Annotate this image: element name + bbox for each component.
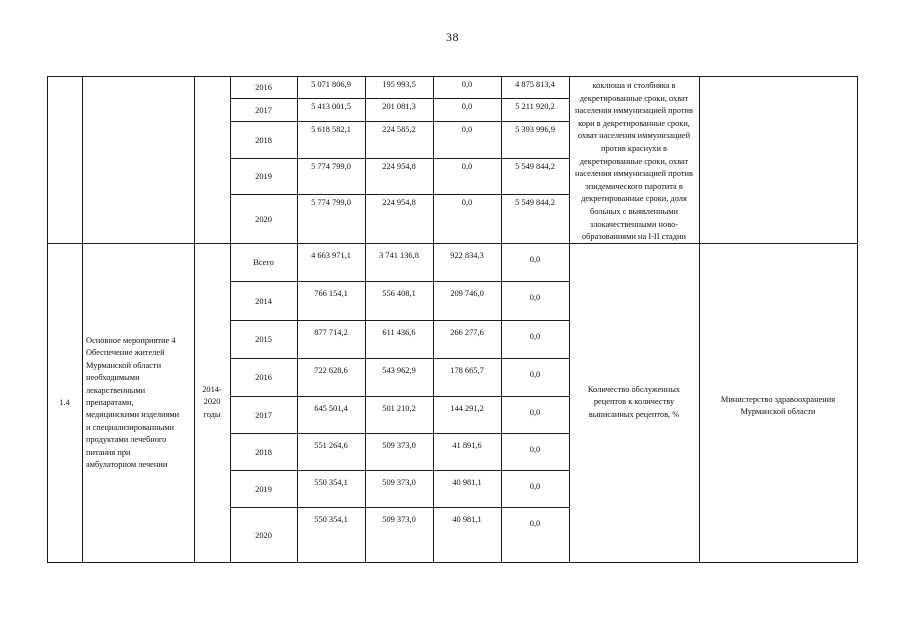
activity-name-line: Мурманской области bbox=[86, 360, 162, 370]
source3-cell: 0,0 bbox=[529, 255, 541, 264]
source3-cell: 5 549 844,2 bbox=[515, 198, 555, 207]
table-bottom-border bbox=[47, 562, 858, 563]
source1-cell: 509 373,0 bbox=[382, 441, 416, 450]
source3-cell: 5 393 996,9 bbox=[515, 125, 555, 134]
year-cell: 2017 bbox=[255, 105, 272, 115]
block1-row-line bbox=[230, 121, 569, 122]
total-cell: 5 071 806,9 bbox=[311, 80, 351, 89]
activity-name-line: и специализированными bbox=[86, 422, 175, 432]
indicator-line: больных с выявленными bbox=[589, 207, 679, 216]
source1-cell: 556 408,1 bbox=[382, 289, 416, 298]
source2-cell: 266 277,6 bbox=[450, 328, 484, 337]
year-cell: 2020 bbox=[255, 214, 272, 224]
source3-cell: 5 549 844,2 bbox=[515, 162, 555, 171]
indicator-line: кори в декретированные сроки, bbox=[578, 118, 690, 128]
source2-cell: 41 891,6 bbox=[452, 441, 482, 450]
total-cell: 766 154,1 bbox=[314, 289, 348, 298]
table-vline-0 bbox=[47, 76, 48, 563]
source2-cell: 209 746,0 bbox=[450, 289, 484, 298]
activity-name-line: питания при bbox=[86, 447, 131, 457]
source1-cell: 611 436,6 bbox=[382, 328, 416, 337]
year-cell: 2015 bbox=[255, 335, 272, 344]
source1-cell: 509 373,0 bbox=[382, 478, 416, 487]
total-cell: 722 628,6 bbox=[314, 366, 348, 375]
indicator-line: против краснухи в bbox=[600, 144, 667, 153]
block2-row-line bbox=[230, 281, 569, 282]
source3-cell: 5 211 920,2 bbox=[515, 102, 555, 111]
period-line: 2020 bbox=[203, 397, 221, 407]
source1-cell: 224 954,8 bbox=[382, 198, 416, 207]
source1-cell: 543 962,9 bbox=[382, 366, 416, 375]
year-cell: 2018 bbox=[255, 135, 272, 145]
block1-row-line bbox=[230, 158, 569, 159]
activity-name-line: препаратами, bbox=[86, 398, 134, 407]
source1-cell: 201 081,3 bbox=[382, 102, 416, 111]
source1-cell: 3 741 136,8 bbox=[379, 251, 419, 260]
indicator-line: декретированные сроки, доля bbox=[581, 194, 687, 204]
total-cell: 645 501,4 bbox=[314, 404, 348, 413]
block2-row-line bbox=[230, 433, 569, 434]
source3-cell: 0,0 bbox=[529, 370, 541, 379]
total-cell: 551 264,6 bbox=[314, 441, 348, 450]
year-cell: 2016 bbox=[255, 83, 272, 92]
table-vline-2 bbox=[194, 76, 195, 563]
total-cell: 550 354,1 bbox=[314, 515, 348, 524]
source3-cell: 0,0 bbox=[529, 293, 541, 302]
indicator-line: эпидемического паротита в bbox=[585, 181, 683, 191]
source3-cell: 0,0 bbox=[529, 332, 541, 341]
total-cell: 5 413 001,5 bbox=[311, 102, 351, 111]
block1-row-line bbox=[230, 194, 569, 195]
year-cell: 2019 bbox=[255, 172, 272, 181]
table-vline-1 bbox=[82, 76, 83, 563]
indicator-line: злокачественными ново- bbox=[589, 219, 679, 229]
source3-cell: 4 875 813,4 bbox=[515, 80, 555, 89]
year-cell: 2019 bbox=[255, 484, 272, 494]
indicator-line: населения иммунизацией против bbox=[575, 169, 693, 179]
source2-cell: 922 834,3 bbox=[450, 251, 484, 260]
indicator-line: декретированные сроки, охват bbox=[579, 93, 689, 103]
block1-row-line bbox=[230, 98, 569, 99]
source2-cell: 0,0 bbox=[461, 80, 473, 89]
indicator-line: рецептов к количеству bbox=[593, 397, 675, 407]
total-cell: 5 618 582,1 bbox=[311, 125, 351, 134]
activity-name-line: необходимыми bbox=[86, 373, 140, 383]
activity-name-line: Обеспечение жителей bbox=[86, 348, 165, 358]
source2-cell: 178 665,7 bbox=[450, 366, 484, 375]
block2-row-line bbox=[230, 507, 569, 508]
source3-cell: 0,0 bbox=[529, 482, 541, 491]
page-number: 38 bbox=[446, 30, 459, 44]
total-cell: 5 774 799,0 bbox=[311, 162, 351, 171]
total-cell: 4 663 971,1 bbox=[311, 251, 351, 260]
budget-table bbox=[47, 76, 857, 562]
source2-cell: 40 981,1 bbox=[452, 515, 482, 524]
source2-cell: 0,0 bbox=[461, 102, 473, 111]
block2-row-line bbox=[230, 470, 569, 471]
source3-cell: 0,0 bbox=[529, 445, 541, 454]
year-cell: 2020 bbox=[255, 530, 272, 540]
source1-cell: 509 373,0 bbox=[382, 515, 416, 524]
activity-name-line: амбулаторном лечении bbox=[86, 460, 168, 469]
year-cell: 2018 bbox=[255, 447, 272, 457]
source2-cell: 40 981,1 bbox=[452, 478, 482, 487]
source1-cell: 501 210,2 bbox=[382, 404, 416, 413]
indicator-line: декретированные сроки, охват bbox=[579, 156, 689, 166]
period-line: 2014- bbox=[202, 385, 222, 394]
total-cell: 877 714,2 bbox=[314, 328, 348, 337]
block2-row-line bbox=[230, 320, 569, 321]
activity-name-line: продуктами лечебного bbox=[86, 435, 167, 445]
executor-line: Мурманской области bbox=[740, 407, 816, 417]
period-line: годы bbox=[203, 409, 221, 419]
source3-cell: 0,0 bbox=[529, 519, 541, 528]
source1-cell: 224 954,8 bbox=[382, 162, 416, 171]
year-cell: Всего bbox=[253, 258, 274, 267]
source2-cell: 0,0 bbox=[461, 125, 473, 134]
row-number: 1.4 bbox=[59, 398, 70, 407]
indicator-line: Количество обслуженных bbox=[587, 385, 681, 394]
indicator-line: образованиями на I-II стадии bbox=[581, 232, 687, 242]
table-vline-9 bbox=[699, 76, 700, 563]
source2-cell: 0,0 bbox=[461, 162, 473, 171]
total-cell: 550 354,1 bbox=[314, 478, 348, 487]
block2-row-line bbox=[230, 396, 569, 397]
activity-name-line: медицинскими изделиями bbox=[86, 410, 180, 420]
executor-line: Министерство здравоохранения bbox=[720, 395, 836, 404]
source1-cell: 224 585,2 bbox=[382, 125, 416, 134]
source1-cell: 195 993,5 bbox=[382, 80, 416, 89]
block-separator bbox=[47, 243, 858, 244]
year-cell: 2016 bbox=[255, 373, 272, 382]
block2-row-line bbox=[230, 358, 569, 359]
total-cell: 5 774 799,0 bbox=[311, 198, 351, 207]
table-vline-10 bbox=[857, 76, 858, 563]
year-cell: 2017 bbox=[255, 410, 272, 420]
source2-cell: 144 291,2 bbox=[450, 404, 484, 413]
year-cell: 2014 bbox=[255, 296, 272, 306]
indicator-line: населения иммунизацией против bbox=[575, 106, 693, 116]
table-top-border bbox=[47, 76, 858, 77]
indicator-line: охват населения иммунизацией bbox=[577, 131, 691, 141]
indicator-line: выписанных рецептов, % bbox=[588, 409, 680, 419]
activity-name-line: лекарственными bbox=[86, 385, 146, 395]
indicator-line: коклюша и столбняка в bbox=[592, 81, 676, 90]
source3-cell: 0,0 bbox=[529, 408, 541, 417]
activity-name-line: Основное мероприятие 4 bbox=[86, 336, 176, 345]
source2-cell: 0,0 bbox=[461, 198, 473, 207]
